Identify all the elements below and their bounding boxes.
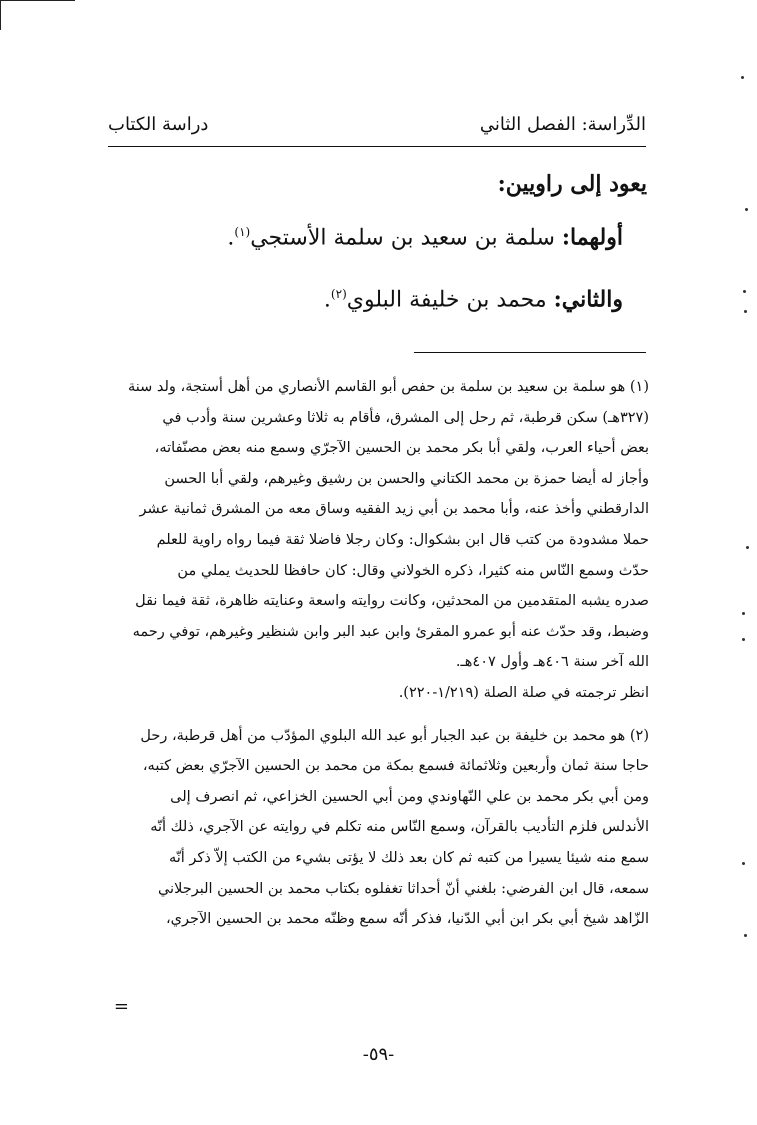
intro-line: يعود إلى راويين: — [497, 171, 647, 197]
footnote-source: انظر ترجمته في صلة الصلة (١/٢١٩-٢٢٠). — [398, 684, 649, 701]
footnote-ref-2[interactable]: (٢) — [330, 287, 347, 302]
footnote-line: حاجا سنة ثمان وأربعين وثلاثمائة فسمع بمكة من محمد بن الحسين الآجرّي بعض كتبه، — [142, 758, 649, 775]
footnote-separator — [414, 352, 646, 353]
footnote-line: (١) هو سلمة بن سعيد بن سلمة بن حفص أبو القاسم الأنصاري من أهل أستجة، ولد سنة — [127, 379, 649, 395]
header-book-title: دراسة الكتاب — [108, 114, 209, 135]
main-text — [107, 170, 647, 343]
page-number: -٥٩- — [362, 1044, 395, 1065]
footnote-line: الأندلس فلزم التأديب بالقرآن، وسمع النّاس منه تكلم في روايته عن الآجري، ذلك أنّه — [150, 819, 649, 836]
footnote-line: ومن أبي بكر محمد بن علي النّهاوندي ومن أبي الحسين الخزاعي، ثم انصرف إلى — [170, 788, 649, 805]
footnote-line: (٢) هو محمد بن خليفة بن عبد الجبار أبو عبد الله البلوي المؤدّب من أهل قرطبة، رحل — [140, 727, 649, 744]
footnote-line: حملا مشدودة من كتب قال ابن بشكوال: وكان رجلا فاضلا ثقة فيما رواه راوية للعلم — [156, 531, 649, 548]
footnote-1 — [109, 372, 649, 709]
narrator-1 — [107, 218, 623, 252]
running-header — [108, 108, 646, 148]
scan-edge-top — [0, 0, 75, 1]
footnote-line: سمع منه شيئا يسيرا من كتبه ثم كان بعد ذلك لا يؤتى بشيء من الكتب إلاّ ذكر أنّه — [168, 849, 649, 866]
narrator-1-label: أولهما: — [561, 224, 623, 251]
narrator-2-name: محمد بن خليفة البلوي — [346, 287, 554, 313]
footnote-line: الزّاهد شيخ أبي بكر ابن أبي الدّنيا، فذكر أنّه سمع وظنّه محمد بن الحسين الآجري، — [165, 911, 649, 928]
footnote-ref-1[interactable]: (١) — [234, 225, 251, 239]
continuation-mark: = — [113, 996, 129, 1017]
footnote-line: الدارقطني وأخذ عنه، وأبا محمد بن أبي زيد الفقيه وساق معه من المشرق ثمانية عشر — [139, 501, 649, 518]
header-divider — [108, 146, 646, 147]
narrator-2-label: والثاني: — [553, 286, 623, 313]
footnote-line: حدّث وسمع النّاس منه كثيرا، ذكره الخولاني وقال: كان حافظا للحديث يملي من — [177, 562, 649, 579]
narrator-1-end: . — [227, 225, 235, 251]
narrator-2 — [107, 280, 623, 314]
footnote-line: بعض أحياء العرب، ولقي أبا بكر محمد بن الحسين الآجرّي وسمع منه بعض مصنّفاته، — [154, 440, 649, 457]
narrator-2-end: . — [323, 287, 331, 313]
footnote-line: سمعه، قال ابن الفرضي: بلغني أنّ أحداثا تغفلوه بكتاب محمد بن الحسين البرجلاني — [157, 880, 649, 897]
footnote-line: صدره يشبه المتقدمين من المحدثين، وكانت روايته واسعة وعنايته ظاهرة، ثقة فيما نقل — [135, 593, 649, 610]
footnotes — [109, 372, 649, 935]
narrator-1-name: سلمة بن سعيد بن سلمة الأستجي — [250, 225, 562, 251]
footnote-line: الله آخر سنة ٤٠٦هـ وأول ٤٠٧هـ. — [455, 654, 649, 671]
footnote-line: وأجاز له أيضا حمزة بن محمد الكتاني والحسن بن رشيق وغيرهم، ولقي أبا الحسن — [164, 470, 649, 487]
footnote-line: (٣٢٧هـ) سكن قرطبة، ثم رحل إلى المشرق، فأقام به ثلاثا وعشرين سنة وأدب في — [162, 409, 649, 426]
header-chapter-title: الدِّراسة: الفصل الثاني — [479, 114, 646, 135]
footnote-line: وضبط، وقد حدّث عنه أبو عمرو المقرئ وابن عبد البر وابن شنظير وغيرهم، توفي رحمه — [132, 623, 649, 640]
scan-edge-left — [0, 0, 1, 30]
footnote-2 — [109, 721, 649, 935]
